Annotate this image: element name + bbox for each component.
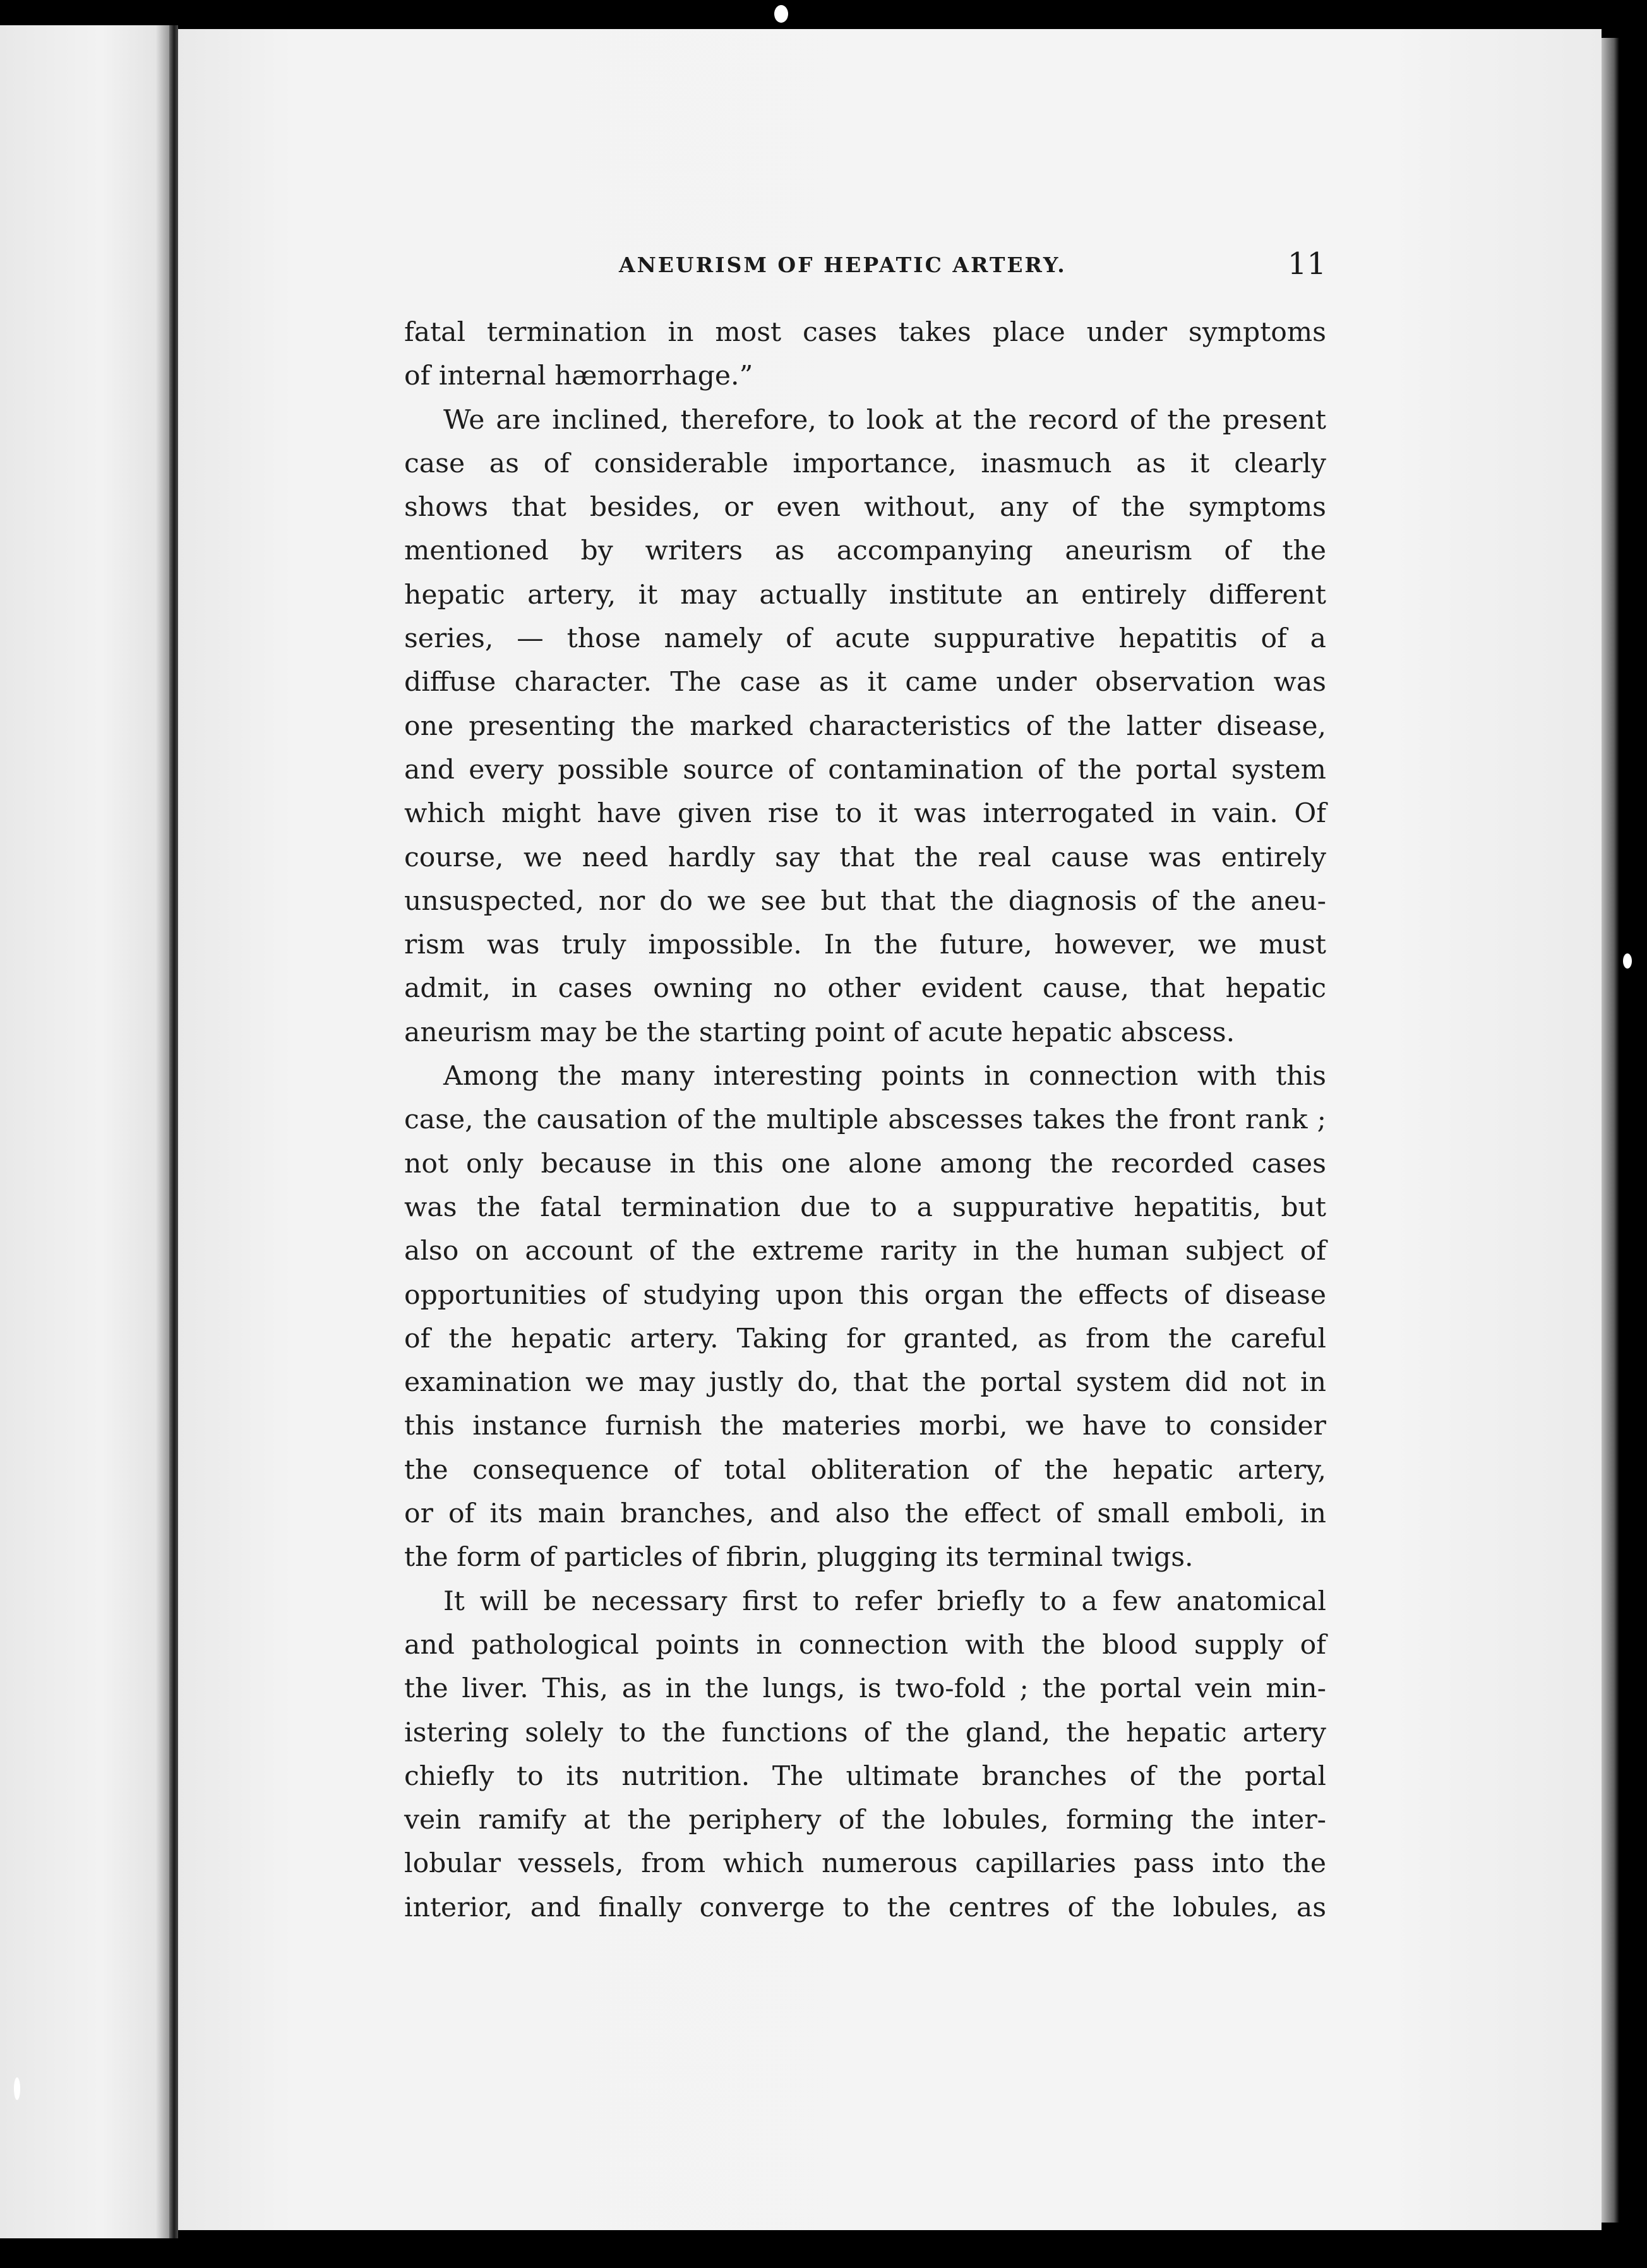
text-line: fatal termination in most cases takes place under symptoms xyxy=(404,317,1326,348)
text-line: admit, in cases owning no other evident cause, that hepatic xyxy=(404,973,1326,1005)
text-line: Among the many interesting points in connection with this xyxy=(443,1061,1326,1092)
text-line: opportunities of studying upon this organ the effects of disease xyxy=(404,1279,1326,1311)
text-line: the form of particles of fibrin, plugging its terminal twigs. xyxy=(404,1542,1194,1573)
text-line: hepatic artery, it may actually institute an entirely different xyxy=(404,579,1326,611)
text-line: interior, and finally converge to the centres of the lobules, as xyxy=(404,1892,1326,1923)
text-line: series, — those namely of acute suppurative hepatitis of a xyxy=(404,623,1326,655)
text-line: diffuse character. The case as it came under observation was xyxy=(404,667,1326,698)
text-line: and pathological points in connection with the blood supply of xyxy=(404,1629,1326,1661)
text-line: of the hepatic artery. Taking for granted, as from the careful xyxy=(404,1323,1326,1354)
text-line: lobular vessels, from which numerous capillaries pass into the xyxy=(404,1848,1326,1880)
text-line: which might have given rise to it was interrogated in vain. Of xyxy=(404,798,1326,830)
text-line: or of its main branches, and also the effect of small emboli, in xyxy=(404,1498,1326,1530)
text-line: case, the causation of the multiple abscesses takes the front rank ; xyxy=(404,1104,1326,1136)
page-edge-shadow xyxy=(1602,38,1619,2223)
text-line: and every possible source of contamination of the portal system xyxy=(404,754,1326,785)
scan-speck xyxy=(14,2077,20,2100)
scan-speck xyxy=(774,5,788,23)
page-number: 11 xyxy=(1287,246,1326,282)
text-line: was the fatal termination due to a suppurative hepatitis, but xyxy=(404,1191,1326,1223)
text-line: mentioned by writers as accompanying aneurism of the xyxy=(404,535,1326,567)
text-line: the consequence of total obliteration of the hepatic artery, xyxy=(404,1454,1326,1486)
running-head xyxy=(404,246,1326,284)
text-line: istering solely to the functions of the gland, the hepatic artery xyxy=(404,1717,1326,1748)
book-gutter xyxy=(169,25,178,2238)
text-line: We are inclined, therefore, to look at the record of the present xyxy=(443,404,1326,436)
text-line: chiefly to its nutrition. The ultimate branches of the portal xyxy=(404,1760,1326,1792)
text-line: one presenting the marked characteristics of the latter disease, xyxy=(404,710,1326,742)
running-title: ANEURISM OF HEPATIC ARTERY. xyxy=(619,253,1067,277)
text-line: examination we may justly do, that the portal system did not in xyxy=(404,1367,1326,1399)
scan-speck xyxy=(1623,953,1632,969)
text-line: this instance furnish the materies morbi, we have to consider xyxy=(404,1411,1326,1442)
body-text xyxy=(404,311,1326,1930)
text-line: case as of considerable importance, inasmuch as it clearly xyxy=(404,448,1326,479)
text-line: unsuspected, nor do we see but that the diagnosis of the aneu- xyxy=(404,885,1326,917)
text-line: course, we need hardly say that the real cause was entirely xyxy=(404,842,1326,873)
text-line: It will be necessary first to refer briefly to a few anatomical xyxy=(443,1585,1326,1617)
text-line: rism was truly impossible. In the future, however, we must xyxy=(404,929,1326,961)
text-line: also on account of the extreme rarity in the human subject of xyxy=(404,1236,1326,1267)
text-line: not only because in this one alone among the recorded cases xyxy=(404,1148,1326,1179)
text-line: the liver. This, as in the lungs, is two-fold ; the portal vein min- xyxy=(404,1673,1326,1705)
text-line: aneurism may be the starting point of acute hepatic abscess. xyxy=(404,1017,1235,1048)
text-line: of internal hæmorrhage.” xyxy=(404,361,753,392)
text-line: vein ramify at the periphery of the lobules, forming the inter- xyxy=(404,1805,1326,1836)
facing-page xyxy=(0,25,169,2238)
text-line: shows that besides, or even without, any of the symptoms xyxy=(404,492,1326,523)
